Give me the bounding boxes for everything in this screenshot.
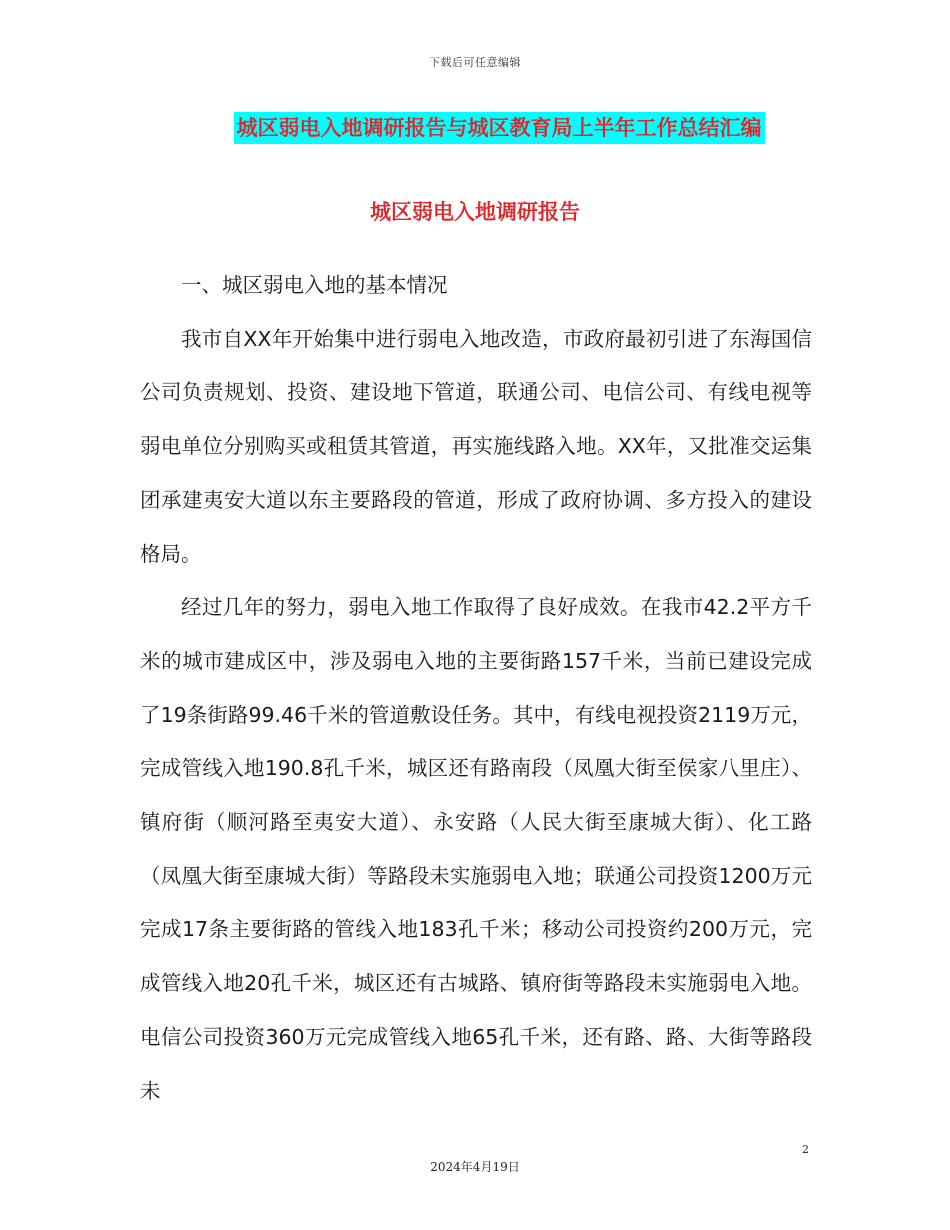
paragraph: 经过几年的努力，弱电入地工作取得了良好成效。在我市42.2平方千米的城市建成区中，涉及弱电入地的主要街路157千米，当前已建设完成了19条街路99.46千米的管道敷设任务。其中，有线电视投资2119万元，完成管线入地190.8孔千米，城区还有路南段（凤凰大街至侯家八里庄）、镇府街（顺河路至夷安大道）、永安路（人民大街至康城大街）、化工路（凤凰大街至康城大街）等路段未实施弱电入地；联通公司投资1200万元完成17条主要街路的管线入地183孔千米；移动公司投资约200万元，完成管线入地20孔千米，城区还有古城路、镇府街等路段未实施弱电入地。电信公司投资360万元完成管线入地65孔千米，还有路、路、大街等路段未 (140, 595, 812, 1103)
page-number: 2 (802, 1143, 809, 1156)
document-title-container (0, 112, 950, 144)
footer-date: 2024年4月19日 (430, 1160, 520, 1174)
header-note: 下载后可任意编辑 (429, 56, 521, 69)
document-title: 城区弱电入地调研报告与城区教育局上半年工作总结汇编 (234, 112, 765, 144)
report-body (140, 259, 812, 1118)
section-heading: 一、城区弱电入地的基本情况 (181, 273, 448, 297)
report-title: 城区弱电入地调研报告 (370, 200, 580, 224)
paragraph: 我市自XX年开始集中进行弱电入地改造，市政府最初引进了东海国信公司负责规划、投资、建设地下管道，联通公司、电信公司、有线电视等弱电单位分别购买或租赁其管道，再实施线路入地。XX年，又批准交运集团承建夷安大道以东主要路段的管道，形成了政府协调、多方投入的建设格局。 (140, 326, 812, 566)
